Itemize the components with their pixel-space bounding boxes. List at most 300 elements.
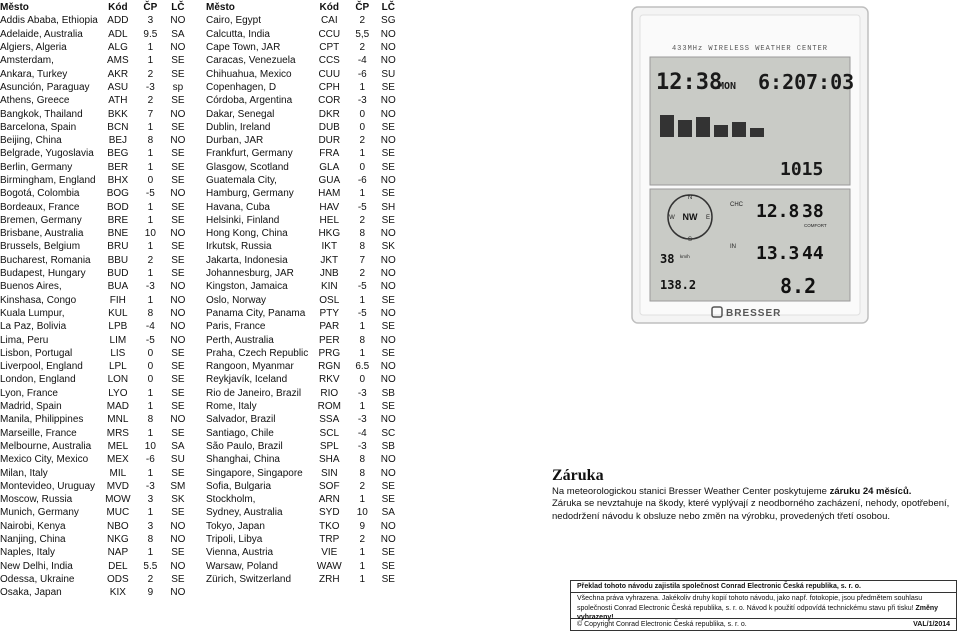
table-row (206, 121, 402, 134)
dst-code: NO (380, 334, 396, 346)
city-code: PER (319, 334, 340, 346)
city-code: CAI (320, 15, 338, 27)
time-offset: -5 (357, 307, 367, 319)
city-code: COR (318, 95, 341, 107)
dst-code: SE (381, 214, 395, 226)
time-offset: -3 (357, 95, 367, 107)
dst-code: SU (170, 454, 185, 466)
city-code: ATH (108, 95, 128, 107)
table-row (0, 14, 193, 27)
table-row (206, 373, 402, 386)
time-offset: 1 (147, 294, 154, 306)
time-offset: -3 (357, 440, 367, 452)
table-row (206, 533, 402, 546)
table-row (206, 413, 402, 426)
table-row (206, 294, 402, 307)
city-code: TRP (319, 534, 340, 546)
city-name: La Paz, Bolivia (0, 321, 67, 333)
time-offset: 3 (147, 15, 154, 27)
city-code: SCL (319, 427, 339, 439)
header-code: Kód (319, 2, 339, 14)
table-row (0, 360, 193, 373)
dst-code: NO (380, 268, 396, 280)
wind-speed: 38 (660, 252, 675, 266)
time-offset: 8 (147, 307, 154, 319)
city-name: Sofia, Bulgaria (206, 480, 272, 492)
city-code: KIN (320, 281, 338, 293)
city-name: Bucharest, Romania (0, 254, 91, 266)
city-name: Perth, Australia (206, 334, 274, 346)
time-offset: -6 (357, 68, 367, 80)
outdoor-humidity: 38 (802, 201, 824, 222)
header-dst: LČ (171, 2, 185, 14)
compass-e: E (705, 215, 711, 221)
table-row (206, 480, 402, 493)
table-row (206, 54, 402, 67)
dst-code: NO (380, 467, 396, 479)
dst-code: NO (380, 95, 396, 107)
dst-code: SE (171, 121, 185, 133)
time-offset: 1 (359, 188, 366, 200)
table-row (0, 121, 193, 134)
warranty-title: Záruka (552, 467, 604, 484)
time-offset: 1 (147, 161, 154, 173)
city-code: MIL (109, 467, 127, 479)
city-code: LIM (109, 334, 127, 346)
city-code: BOG (106, 188, 129, 200)
city-code: SYD (319, 507, 340, 519)
city-name: Dublin, Ireland (206, 121, 271, 133)
time-offset: 1 (147, 42, 154, 54)
time-offset: 8 (359, 467, 366, 479)
time-offset: 1 (359, 294, 366, 306)
city-code: MAD (106, 401, 129, 413)
time-offset: -6 (145, 454, 155, 466)
city-code: RKV (319, 374, 340, 386)
table-row (206, 400, 402, 413)
table-row (206, 506, 402, 519)
table-row (0, 187, 193, 200)
dst-code: NO (380, 254, 396, 266)
uv-value: 8.2 (780, 274, 817, 298)
city-code: RIO (320, 387, 339, 399)
dst-code: SE (381, 494, 395, 506)
table-row (0, 240, 193, 253)
time-offset: 7 (359, 254, 366, 266)
city-name: New Delhi, India (0, 560, 73, 572)
table-header-row (0, 1, 193, 14)
time-offset: 10 (144, 228, 156, 240)
table-row (0, 440, 193, 453)
table-row (0, 480, 193, 493)
table-row (0, 520, 193, 533)
dst-code: SE (381, 560, 395, 572)
city-code: ODS (107, 573, 129, 585)
table-row (0, 147, 193, 160)
table-row (206, 347, 402, 360)
city-name: Jakarta, Indonesia (206, 254, 288, 266)
city-name: Rome, Italy (206, 401, 257, 413)
table-row (0, 466, 193, 479)
footer-code: VAL/1/2014 (913, 621, 950, 628)
city-code: CCU (318, 28, 341, 40)
table-row (206, 214, 402, 227)
time-offset: 3 (147, 494, 154, 506)
time-offset: 1 (147, 427, 154, 439)
device-day: MON (718, 81, 737, 92)
dst-code: SE (171, 573, 185, 585)
city-name: London, England (0, 374, 76, 386)
brand-name: BRESSER (726, 308, 782, 319)
city-name: Madrid, Spain (0, 401, 62, 413)
dst-code: SA (381, 507, 395, 519)
table-row (0, 28, 193, 41)
city-name: Sydney, Australia (206, 507, 283, 519)
time-offset: 1 (359, 494, 366, 506)
time-offset: 2 (359, 42, 366, 54)
dst-code: SA (171, 28, 185, 40)
dst-code: NO (170, 534, 186, 546)
city-name: Naples, Italy (0, 547, 56, 559)
city-code: BHX (107, 175, 129, 186)
dst-code: NO (380, 454, 396, 466)
city-name: Mexico City, Mexico (0, 454, 89, 466)
footer-box (570, 580, 957, 631)
city-name: Moscow, Russia (0, 494, 73, 506)
city-code: BCN (107, 121, 129, 133)
dst-code: SE (381, 188, 395, 200)
city-code: CPT (319, 42, 340, 54)
table-row (206, 107, 402, 120)
city-name: Reykjavík, Iceland (206, 374, 288, 386)
time-offset: 1 (359, 81, 366, 93)
time-offset: 2 (147, 254, 154, 266)
city-name: Shanghai, China (206, 454, 280, 466)
city-code: DEL (108, 560, 128, 572)
dst-code: SE (171, 268, 185, 280)
table-row (206, 187, 402, 200)
table-row (0, 533, 193, 546)
city-code: BEJ (108, 135, 128, 147)
table-row (206, 41, 402, 54)
outdoor-temp: 12.8 (756, 201, 800, 222)
city-name: Guatemala City, (206, 175, 277, 186)
city-name: Buenos Aires, (0, 281, 62, 293)
time-offset: 2 (359, 15, 366, 27)
city-code: SPL (319, 440, 339, 452)
city-code: BRE (107, 214, 129, 226)
time-offset: 6.5 (355, 361, 370, 373)
time-offset: 1 (147, 268, 154, 280)
table-row (206, 440, 402, 453)
city-name: Barcelona, Spain (0, 121, 77, 133)
dst-code: SE (171, 387, 185, 399)
city-name: Montevideo, Uruguay (0, 480, 96, 492)
city-name: Ankara, Turkey (0, 68, 68, 80)
dst-code: NO (380, 374, 396, 386)
time-offset: 0 (359, 108, 366, 120)
time-offset: 9 (147, 587, 154, 599)
table-row (0, 506, 193, 519)
dst-code: NO (380, 108, 396, 120)
city-name: Adelaide, Australia (0, 28, 83, 40)
city-name: Rio de Janeiro, Brazil (206, 387, 302, 399)
city-code: MEL (107, 440, 129, 452)
table-row (206, 14, 402, 27)
city-name: Cairo, Egypt (206, 15, 262, 27)
dst-code: NO (380, 361, 396, 373)
dst-code: SG (381, 15, 396, 27)
dst-code: NO (170, 560, 186, 572)
dst-code: NO (170, 108, 186, 120)
city-code: CPH (318, 81, 340, 93)
city-code: JNB (319, 268, 339, 280)
city-code: LPL (108, 361, 127, 373)
time-offset: 8 (359, 454, 366, 466)
city-name: Brussels, Belgium (0, 241, 81, 253)
table-row (0, 347, 193, 360)
time-offset: -5 (357, 281, 367, 293)
warranty-section (552, 467, 952, 523)
dst-code: SE (381, 121, 395, 133)
city-name: Stockholm, (206, 494, 256, 506)
time-offset: -3 (357, 387, 367, 399)
city-code: BER (107, 161, 129, 173)
time-offset: 1 (147, 55, 154, 67)
city-name: Chihuahua, Mexico (206, 68, 292, 80)
dst-code: SE (381, 161, 395, 173)
wind-direction: NW (682, 212, 698, 222)
city-code: OSL (319, 294, 340, 306)
time-offset: 8 (147, 534, 154, 546)
city-code: BUD (107, 268, 129, 280)
city-code: GLA (319, 161, 340, 173)
city-code: BKK (107, 108, 128, 120)
time-offset: 1 (147, 214, 154, 226)
table-row (206, 320, 402, 333)
city-name: Nairobi, Kenya (0, 520, 66, 532)
warranty-line1: Na meteorologickou stanici Bresser Weather Center poskytujeme záruku 24 měsíců. (552, 485, 912, 497)
rain-value: 138.2 (660, 278, 697, 292)
city-code: SHA (319, 454, 340, 466)
chc-label: CHC (730, 202, 743, 208)
table-row (0, 320, 193, 333)
city-name: Bordeaux, France (0, 201, 80, 213)
city-code: MUC (106, 507, 130, 519)
table-row (0, 67, 193, 80)
city-code: BUA (107, 281, 129, 293)
table-row (0, 134, 193, 147)
city-name: Dakar, Senegal (206, 108, 275, 120)
time-offset: 1 (147, 387, 154, 399)
city-name: Odessa, Ukraine (0, 573, 75, 585)
city-name: Frankfurt, Germany (206, 148, 293, 160)
table-row (0, 493, 193, 506)
dst-code: SB (381, 387, 395, 399)
time-offset: 0 (359, 161, 366, 173)
city-name: Calcutta, India (206, 28, 270, 40)
table-row (206, 254, 402, 267)
compass-s: S (687, 237, 693, 243)
city-name: Kuala Lumpur, (0, 307, 65, 319)
time-offset: 1 (147, 201, 154, 213)
city-code: LYO (108, 387, 128, 399)
wind-unit: km/h (680, 254, 690, 259)
header-city: Město (0, 2, 29, 14)
table-row (206, 280, 402, 293)
city-name: Tripoli, Libya (206, 534, 263, 546)
city-code: RGN (318, 361, 341, 373)
time-offset: 2 (359, 534, 366, 546)
city-code: BOD (107, 201, 129, 213)
dst-code: SK (171, 494, 185, 506)
city-code: MOW (105, 494, 131, 506)
city-name: Nanjing, China (0, 534, 66, 546)
time-offset: 0 (359, 374, 366, 386)
city-name: Lyon, France (0, 387, 58, 399)
dst-code: SU (381, 68, 396, 80)
dst-code: SE (171, 427, 185, 439)
dst-code: SE (171, 347, 185, 359)
time-offset: -3 (145, 81, 155, 93)
footer-copyright: © Copyright Conrad Electronic Česká republika, s. r. o. (577, 621, 747, 628)
table-row (206, 81, 402, 94)
dst-code: SE (381, 321, 395, 333)
time-offset: 3 (147, 520, 154, 532)
city-name: Kingston, Jamaica (206, 281, 288, 293)
city-name: Helsinki, Finland (206, 214, 280, 226)
time-offset: 8 (359, 241, 366, 253)
time-offset: 8 (359, 228, 366, 240)
time-offset: 0 (147, 347, 154, 359)
dst-code: NO (170, 42, 186, 54)
time-offset: 0 (359, 121, 366, 133)
time-offset: -6 (357, 175, 367, 186)
city-code: BNE (107, 228, 129, 240)
dst-code: SC (381, 427, 396, 439)
city-code: SIN (320, 467, 338, 479)
dst-code: NO (170, 587, 186, 599)
city-code: ASU (107, 81, 129, 93)
device-time: 12:38 (656, 70, 723, 95)
table-row (206, 453, 402, 466)
city-name: Hamburg, Germany (206, 188, 294, 200)
header-cp: ČP (355, 2, 370, 14)
compass-w: W (669, 215, 675, 221)
time-offset: 2 (359, 214, 366, 226)
dst-code: SA (171, 440, 185, 452)
city-name: Lima, Peru (0, 334, 49, 346)
table-row (0, 254, 193, 267)
device-pressure: 1015 (780, 159, 824, 180)
city-name: Praha, Czech Republic (206, 347, 309, 359)
city-name: Amsterdam, (0, 55, 54, 67)
warranty-line2: Záruka se nevztahuje na škody, které vyplývají z neodborného zacházení, nehody, opotřebení, nedodržení návodu k obsluze nebo změn na výrobku, provedených třetí osobou. (552, 498, 950, 522)
time-offset: 1 (359, 347, 366, 359)
dst-code: SE (171, 507, 185, 519)
time-offset: 7 (147, 108, 154, 120)
dst-code: NO (170, 188, 186, 200)
time-offset: 1 (359, 321, 366, 333)
dst-code: NO (170, 228, 186, 240)
header-dst: LČ (381, 2, 395, 14)
dst-code: NO (170, 307, 186, 319)
footer-translation-note: Překlad tohoto návodu zajistila společnost Conrad Electronic Česká republika, s. r. o. (571, 581, 956, 593)
city-name: Durban, JAR (206, 135, 264, 147)
table-row (0, 333, 193, 346)
city-name: Bogotá, Colombia (0, 188, 80, 200)
city-code: KUL (108, 307, 128, 319)
dst-code: NO (170, 520, 186, 532)
dst-code: SE (381, 480, 395, 492)
dst-code: NO (380, 414, 396, 426)
table-row (0, 546, 193, 559)
city-name: Tokyo, Japan (206, 520, 265, 532)
table-row (206, 333, 402, 346)
city-name: Algiers, Algeria (0, 42, 67, 54)
city-code: MRS (106, 427, 129, 439)
city-code: AMS (107, 55, 129, 67)
table-row (206, 546, 402, 559)
city-code: ARN (318, 494, 340, 506)
city-code: ROM (317, 401, 341, 413)
dst-code: SE (171, 374, 185, 386)
dst-code: NO (170, 414, 186, 426)
dst-code: NO (380, 55, 396, 67)
time-offset: 2 (147, 573, 154, 585)
city-name: Warsaw, Poland (206, 560, 278, 572)
dst-code: SE (171, 55, 185, 67)
dst-code: NO (170, 321, 186, 333)
city-name: Bremen, Germany (0, 214, 82, 226)
time-offset: -3 (145, 480, 155, 492)
dst-code: SK (381, 241, 395, 253)
time-offset: 8 (147, 135, 154, 147)
time-offset: -5 (145, 188, 155, 200)
time-offset: 1 (147, 148, 154, 160)
table-row (0, 200, 193, 213)
city-code: NBO (107, 520, 129, 532)
city-code: MEX (107, 454, 129, 466)
table-row (206, 227, 402, 240)
city-code: ADL (108, 28, 128, 40)
city-name: Johannesburg, JAR (206, 268, 294, 280)
city-code: CCS (318, 55, 340, 67)
city-code: HAM (318, 188, 341, 200)
city-code: DKR (318, 108, 340, 120)
header-city: Město (206, 2, 235, 14)
dst-code: SE (171, 175, 185, 186)
city-name: São Paulo, Brazil (206, 440, 283, 452)
dst-code: SB (381, 440, 395, 452)
time-offset: -5 (357, 201, 367, 213)
city-name: Milan, Italy (0, 467, 48, 479)
device-header: 433MHz WIRELESS WEATHER CENTER (671, 45, 829, 53)
dst-code: SE (171, 68, 185, 80)
city-name: Rangoon, Myanmar (206, 361, 294, 373)
table-row (0, 280, 193, 293)
city-name: Melbourne, Australia (0, 440, 92, 452)
city-code: AKR (107, 68, 129, 80)
time-offset: 0 (147, 361, 154, 373)
dst-code: SE (381, 81, 395, 93)
table-row (0, 307, 193, 320)
dst-code: SE (171, 241, 185, 253)
header-code: Kód (108, 2, 128, 14)
table-row (206, 427, 402, 440)
city-name: Paris, France (206, 321, 266, 333)
table-row (0, 54, 193, 67)
